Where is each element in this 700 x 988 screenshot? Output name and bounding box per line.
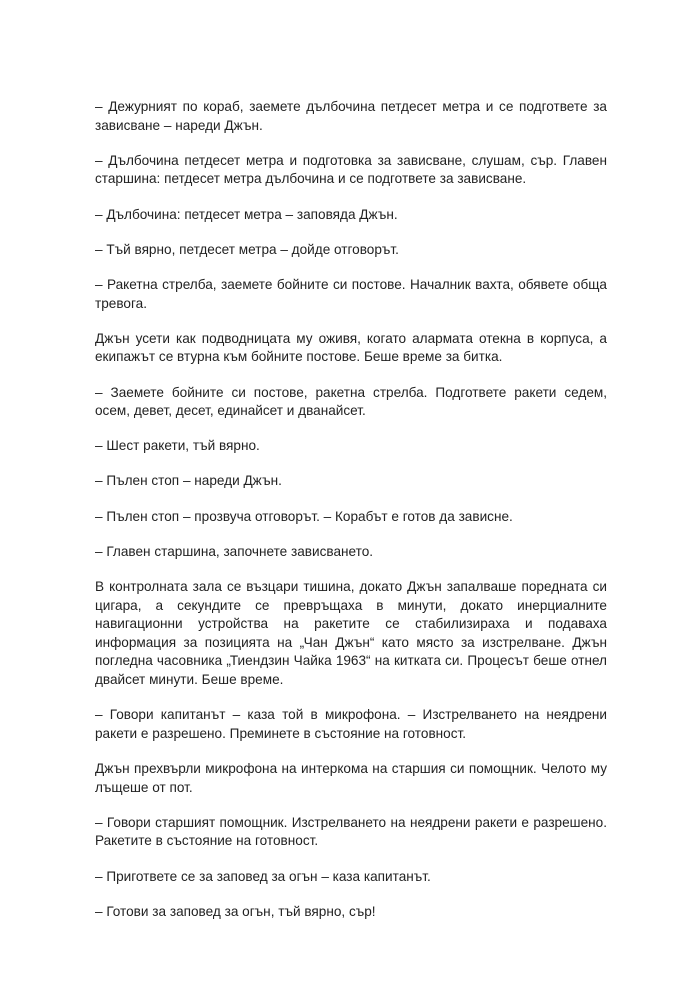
paragraph: Джън прехвърли микрофона на интеркома на старшия си помощник. Челото му лъщеше от пот. (95, 760, 607, 795)
paragraph: В контролната зала се възцари тишина, докато Джън запалваше поредната си цигара, а секундите се превръщаха в минути, докато инерциалните навигационни устройства на ракетите се стабилизираха и подаваха информация за позицията на „Чан Джън“ като място за изстрелване. Джън погледна часовника „Тиендзин Чайка 1963“ на китката си. Процесът беше отнел двайсет минути. Беше време. (95, 579, 607, 687)
paragraph: – Ракетна стрелба, заемете бойните си постове. Началник вахта, обявете обща тревога. (95, 276, 607, 311)
paragraph: – Пригответе се за заповед за огън – каза капитанът. (95, 868, 431, 884)
paragraph: – Пълен стоп – нареди Джън. (95, 473, 282, 489)
paragraph: – Заемете бойните си постове, ракетна стрелба. Подгответе ракети седем, осем, девет, десет, единайсет и дванайсет. (95, 384, 607, 419)
paragraph: – Говори старшият помощник. Изстрелването на неядрени ракети е разрешено. Ракетите в състояние на готовност. (95, 814, 607, 849)
paragraph: – Готови за заповед за огън, тъй вярно, сър! (95, 903, 376, 919)
document-page (95, 98, 607, 938)
paragraph: Джън усети как подводницата му оживя, когато алармата отекна в корпуса, а екипажът се втурна към бойните постове. Беше време за битка. (95, 330, 607, 365)
paragraph: – Пълен стоп – прозвуча отговорът. – Корабът е готов да зависне. (95, 508, 513, 524)
paragraph: – Дълбочина петдесет метра и подготовка за зависване, слушам, сър. Главен старшина: петдесет метра дълбочина и се подгответе за зависване. (95, 152, 607, 187)
paragraph: – Главен старшина, започнете зависването. (95, 543, 374, 559)
paragraph: – Говори капитанът – каза той в микрофона. – Изстрелването на неядрени ракети е разрешено. Преминете в състояние на готовност. (95, 707, 607, 741)
paragraph: – Тъй вярно, петдесет метра – дойде отговорът. (95, 241, 399, 257)
paragraph: – Дежурният по кораб, заемете дълбочина петдесет метра и се подгответе за зависване – нареди Джън. (95, 99, 607, 133)
paragraph: – Дълбочина: петдесет метра – заповяда Джън. (95, 206, 398, 222)
paragraph: – Шест ракети, тъй вярно. (95, 438, 260, 454)
